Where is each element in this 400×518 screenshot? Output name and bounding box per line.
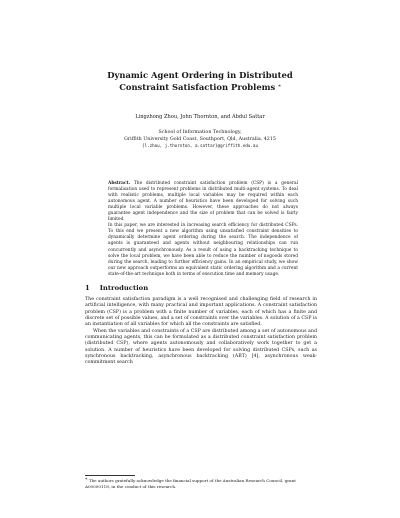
abstract-label: Abstract. <box>108 181 131 186</box>
author-list: Lingzhong Zhou, John Thornton, and Abdul Sattar <box>135 114 265 120</box>
footnote-mark: * <box>85 477 88 483</box>
section-number: 1 <box>85 284 90 292</box>
affiliation-line-1: School of Information Technology, <box>158 130 242 135</box>
footnote <box>85 478 317 489</box>
title-line-2 <box>40 82 360 94</box>
section-title: Introduction <box>99 284 149 292</box>
intro-paragraph-2: When the variables and constraints of a CSP are distributed among a set of autonomous and communicating agents, this can be formulated as a distributed constraint satisfaction problem (distributed CSP), where agents autonomously and collaboratively work together to get a solution. A number of heuristics have been developed for solving distributed CSPs, such as synchronous backtracking, asynchronous backtracking (ABT) [4], asynchronous weak-commitment search <box>85 328 317 366</box>
footnote-text: The authors gratefully acknowledge the financial support of the Australian Research Council, grant A00000118, in the conduct of this research. <box>85 478 296 489</box>
introduction-body <box>85 297 317 367</box>
title-line-1: Dynamic Agent Ordering in Distributed <box>107 70 293 80</box>
paper-title <box>40 70 360 93</box>
affiliation-line-2: Griffith University Gold Coast, Southport, Qld, Australia, 4215 <box>124 136 276 142</box>
affiliation <box>40 130 360 150</box>
section-heading <box>85 284 148 292</box>
abstract-text-1: The distributed constraint satisfaction problem (CSP) is a general formalisation used to represent problems in distributed multi-agent systems. To deal with realistic problems, multiple local variables may be required within each autonomous agent. A number of heuristics have been developed for solving such multiple local variable problems. However, these approaches do not always guarantee agent independence and the size of problem that can be solved is fairly limited. <box>108 181 298 223</box>
title-footnote-mark: * <box>278 83 281 90</box>
footnote-rule <box>85 475 135 476</box>
title-line-2-text: Constraint Satisfaction Problems <box>119 81 276 92</box>
abstract-paragraph-2: In this paper, we are interested in increasing search efficiency for distributed CSPs. To this end we present a new algorithm using unsatisfied constraint densities to dynamically determine agent ordering during the search. The independence of agents is guaranteed and agents without neighbouring relationships can run concurrently and asynchronously. As a result of using a backtracking technique to solve the local problem, we have been able to reduce the number of nogoods stored during the search, leading to further efficiency gains. In an empirical study, we show our new approach outperforms an equivalent static ordering algorithm and a current state-of-the-art technique both in terms of execution time and memory usage. <box>108 223 298 277</box>
abstract <box>108 181 298 278</box>
author-emails: {l.zhou, j.thornton, a.sattar}@griffith.edu.au <box>142 143 258 149</box>
intro-paragraph-1: The constraint satisfaction paradigm is a well recognised and challenging field of research in artificial intelligence, with many practical and important applications. A constraint satisfaction problem (CSP) is a problem with a finite number of variables, each of which has a finite and discrete set of possible values, and a set of constraints over the variables. A solution of a CSP is an instantiation of all variables for which all the constraints are satisfied. <box>85 297 317 328</box>
abstract-paragraph-1 <box>108 181 298 223</box>
